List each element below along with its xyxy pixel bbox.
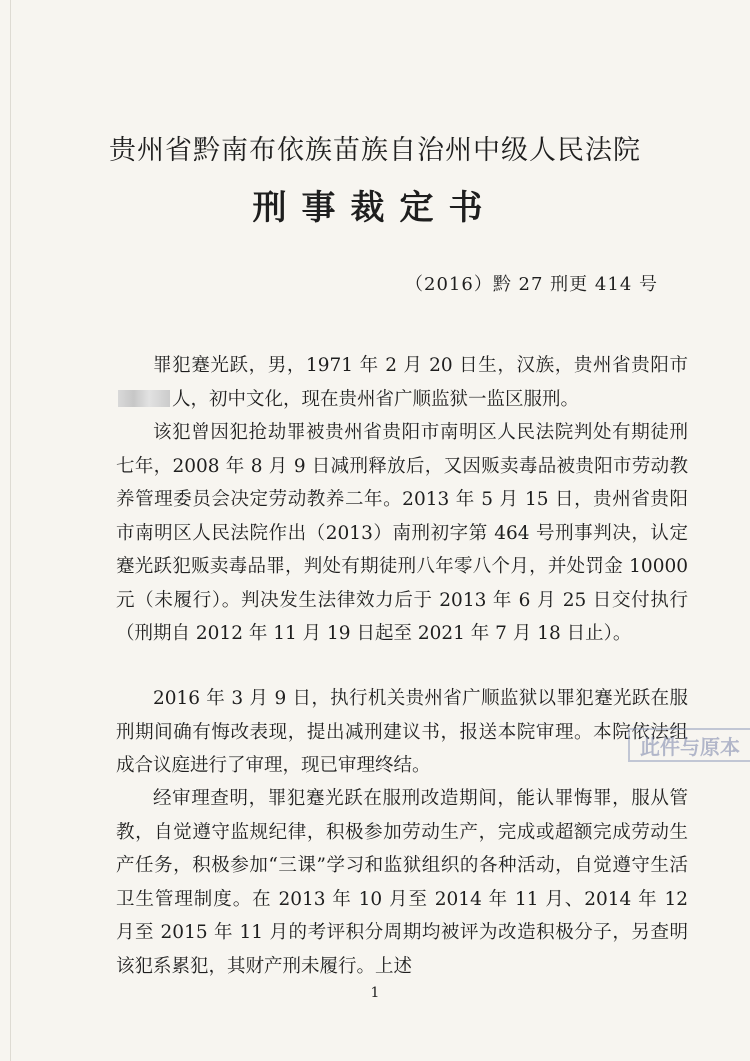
verification-stamp: 此件与原本 (628, 728, 750, 762)
court-name: 贵州省黔南布依族苗族自治州中级人民法院 (109, 135, 641, 166)
paragraph-defendant-info (116, 349, 688, 416)
document-title: 刑事裁定书 (252, 188, 498, 228)
page-number: 1 (370, 985, 380, 1001)
defendant-info-text-cont: 人，初中文化，现在贵州省广顺监狱一监区服刑。 (172, 388, 580, 410)
defendant-info-text: 罪犯蹇光跃，男，1971 年 2 月 20 日生，汉族，贵州省贵阳市 (153, 355, 688, 376)
paragraph-findings: 经审理查明，罪犯蹇光跃在服刑改造期间，能认罪悔罪，服从管教，自觉遵守监规纪律，积极参加劳动生产，完成或超额完成劳动生产任务，积极参加“三课”学习和监狱组织的各种活动，自觉遵守生活卫生管理制度。在 2013 年 10 月至 2014 年 11 月、2014 年 12 月至 2015 年 11 月的考评积分周期均被评为改造积极分子，另查明该犯系累犯，其财产刑未履行。上述 (116, 788, 688, 977)
paragraph-commutation-proposal: 2016 年 3 月 9 日，执行机关贵州省广顺监狱以罪犯蹇光跃在服刑期间确有悔改表现，提出减刑建议书，报送本院审理。本院依法组成合议庭进行了审理，现已审理终结。 (116, 688, 688, 776)
case-number: （2016）黔 27 刑更 414 号 (405, 274, 658, 295)
redaction-block (118, 390, 170, 407)
paragraph-criminal-history: 该犯曾因犯抢劫罪被贵州省贵阳市南明区人民法院判处有期徒刑七年，2008 年 8 月 9 日减刑释放后，又因贩卖毒品被贵阳市劳动教养管理委员会决定劳动教养二年。2013 年 5 月 15 日，贵州省贵阳市南明区人民法院作出（2013）南刑初字第 464 号刑事判决，认定蹇光跃犯贩卖毒品罪，判处有期徒刑八年零八个月，并处罚金 10000 元（未履行）。判决发生法律效力后于 2013 年 6 月 25 日交付执行（刑期自 2012 年 11 月 19 日起至 2021 年 7 月 18 日止）。 (116, 422, 688, 644)
